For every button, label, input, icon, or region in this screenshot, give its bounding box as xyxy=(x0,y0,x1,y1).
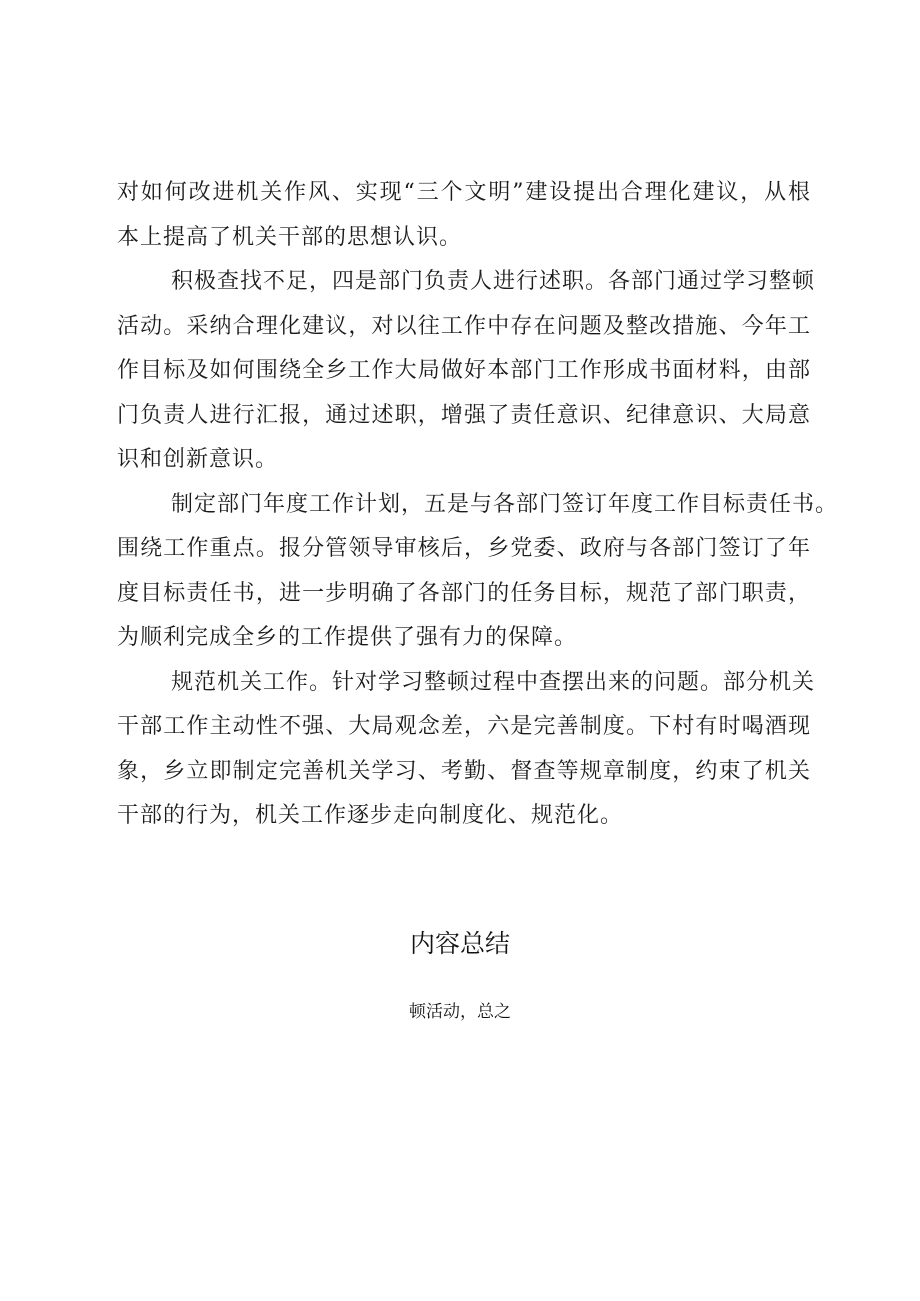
paragraph-annual-plan xyxy=(117,483,839,661)
text-line: 识和创新意识。 xyxy=(117,447,279,472)
text-line: 围绕工作重点。报分管领导审核后，乡党委、政府与各部门签订了年 xyxy=(117,536,811,561)
text-line: 为顺利完成全乡的工作提供了强有力的保障。 xyxy=(117,625,578,650)
text-line: 干部的行为，机关工作逐步走向制度化、规范化。 xyxy=(117,803,624,828)
text-line: 本上提高了机关干部的思想认识。 xyxy=(117,224,463,250)
text-line: 象，乡立即制定完善机关学习、考勤、督查等规章制度，约束了机关 xyxy=(117,758,811,784)
text-line: 作目标及如何围绕全乡工作大局做好本部门工作形成书面材料，由部 xyxy=(117,358,811,383)
text-line: 积极查找不足，四是部门负责人进行述职。各部门通过学习整顿 xyxy=(171,269,816,294)
summary-heading: 内容总结 xyxy=(409,929,510,958)
text-line: 制定部门年度工作计划，五是与各部门签订年度工作目标责任书。 xyxy=(171,491,839,517)
paragraph-debriefing xyxy=(117,260,816,483)
document-body xyxy=(117,171,839,839)
paragraph-continuation xyxy=(117,171,811,260)
text-line: 规范机关工作。针对学习整顿过程中查摆出来的问题。部分机关 xyxy=(171,669,816,695)
paragraph-regulations xyxy=(117,661,816,839)
text-line: 度目标责任书，进一步明确了各部门的任务目标，规范了部门职责， xyxy=(117,580,811,606)
text-line: 活动。采纳合理化建议，对以往工作中存在问题及整改措施、今年工 xyxy=(117,313,811,339)
text-line: 干部工作主动性不强、大局观念差，六是完善制度。下村有时喝酒现 xyxy=(117,714,811,739)
summary-text: 顿活动，总之 xyxy=(409,1002,511,1022)
text-line: 对如何改进机关作风、实现“三个文明”建设提出合理化建议，从根 xyxy=(117,180,811,205)
text-line: 门负责人进行汇报，通过述职，增强了责任意识、纪律意识、大局意 xyxy=(117,402,811,428)
